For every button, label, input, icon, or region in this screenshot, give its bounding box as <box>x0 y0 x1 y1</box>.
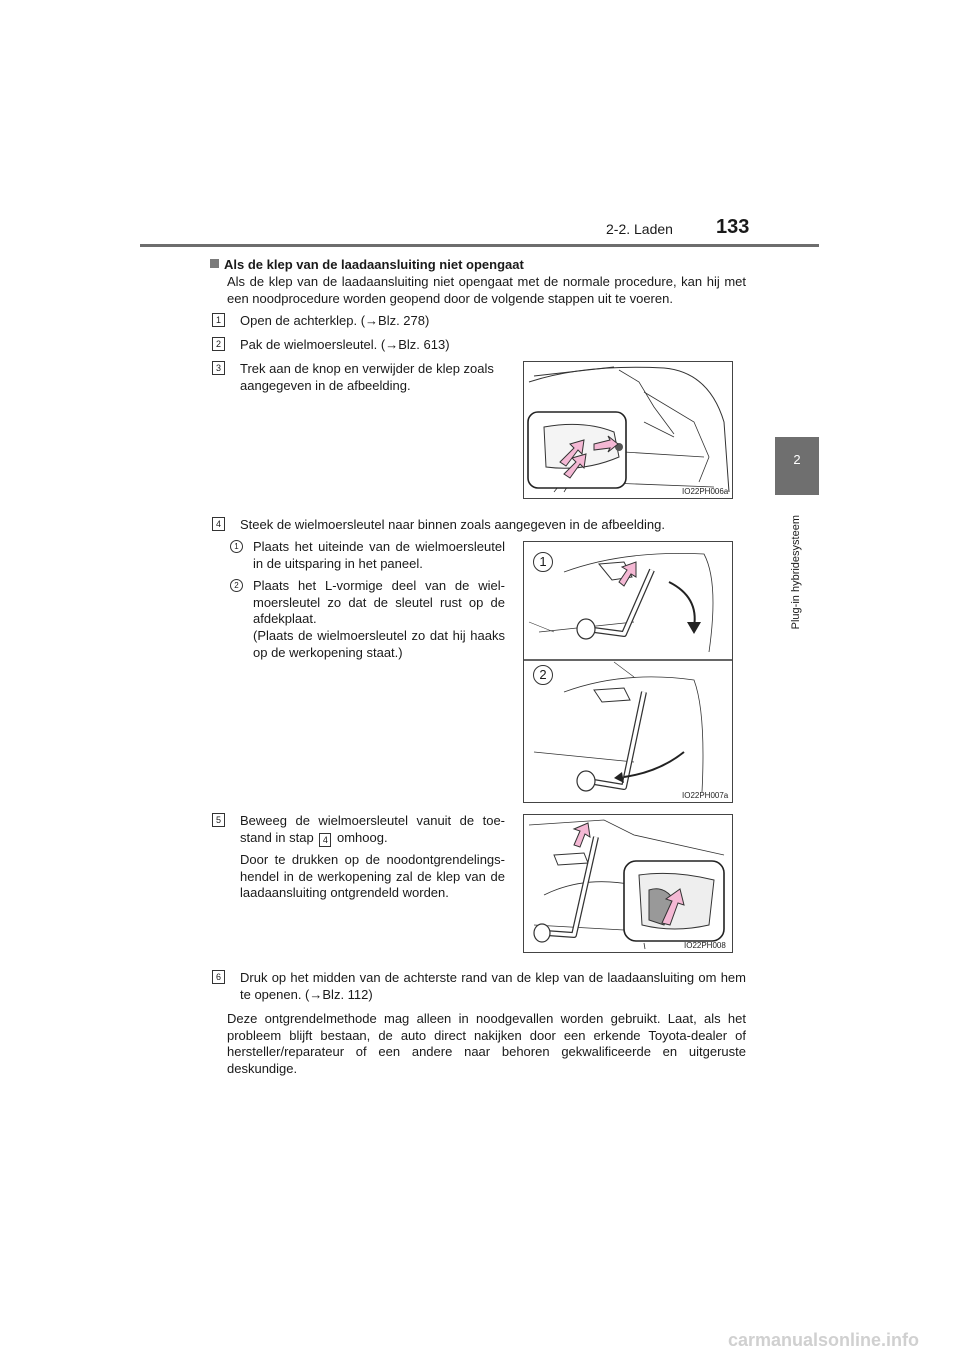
closing-paragraph: Deze ontgrendelmethode mag alleen in noodgevallen worden gebruikt. Laat, als het probleem blijft bestaan, de auto direct nakijken door een erkende Toyota-dealer of hersteller/reparateur of een andere naar behoren gekwalificeerde en uitgeruste deskundige. <box>227 1011 746 1076</box>
step-6-text: Druk op het midden van de achterste rand van de klep van de laadaansluiting om hem te openen. (→Blz. 112) <box>240 970 746 1002</box>
chapter-label: Plug-in hybridesysteem <box>790 515 802 630</box>
figure-label-1: 1 <box>533 552 553 572</box>
step-reference-4: 4 <box>319 833 331 847</box>
substep-1-text: Plaats het uiteinde van de wielmoersleutel in de uitsparing in het paneel. <box>253 539 505 571</box>
step-4-text: Steek de wielmoersleutel naar binnen zoals aangegeven in de afbeelding. <box>240 517 665 532</box>
step-2-text: Pak de wielmoersleutel. (→Blz. 613) <box>240 337 450 352</box>
figure-emergency-release <box>523 814 733 953</box>
intro-paragraph: Als de klep van de laadaansluiting niet opengaat met de normale procedure, kan hij met een noodprocedure worden geopend door de volgende stappen uit te voeren. <box>227 274 746 306</box>
step-number-1: 1 <box>212 313 225 327</box>
chapter-number: 2 <box>793 452 801 467</box>
illustration-release-lever <box>524 815 732 952</box>
header-divider <box>140 244 819 247</box>
illustration-wrench <box>524 542 732 802</box>
step-5-text-before: Beweeg de wielmoersleutel vanuit de toe-stand in stap <box>240 813 505 845</box>
step-5-note: Door te drukken op de noodontgrendelings-hendel in de werkopening zal de klep van de laadaansluiting ontgrendeld worden. <box>240 852 505 900</box>
step-1-text: Open de achterklep. (→Blz. 278) <box>240 313 430 328</box>
step-number-4: 4 <box>212 517 225 531</box>
step-3-text: Trek aan de knop en verwijder de klep zoals aangegeven in de afbeelding. <box>240 361 494 393</box>
substep-2-text: Plaats het L-vormige deel van de wiel-moersleutel zo dat de sleutel rust op de afdekplaat. <box>253 578 505 626</box>
figure-code-1: IO22PH006a <box>682 487 729 496</box>
step-5-text-after: omhoog. <box>336 829 388 845</box>
section-heading-text: Als de klep van de laadaansluiting niet opengaat <box>224 257 524 272</box>
figure-code-3: IO22PH008 <box>684 941 726 950</box>
chapter-tab <box>775 437 819 495</box>
step-number-6: 6 <box>212 970 225 984</box>
figure-wrench-insertion <box>523 541 733 803</box>
figure-charging-lid-cover <box>523 361 733 499</box>
substep-number-1: 1 <box>230 540 243 553</box>
square-bullet-icon <box>210 259 219 268</box>
substep-number-2: 2 <box>230 579 243 592</box>
substep-2-note: (Plaats de wielmoersleutel zo dat hij haaks op de werkopening staat.) <box>253 628 505 660</box>
watermark: carmanualsonline.info <box>728 1330 920 1350</box>
page-number: 133 <box>716 216 750 238</box>
section-heading <box>210 257 524 272</box>
step-5-text <box>240 813 505 847</box>
step-number-5: 5 <box>212 813 225 827</box>
step-number-3: 3 <box>212 361 225 375</box>
step-number-2: 2 <box>212 337 225 351</box>
header-section-title: 2-2. Laden <box>606 221 673 237</box>
figure-label-2: 2 <box>533 665 553 685</box>
illustration-trunk-cover <box>524 362 732 498</box>
figure-code-2: IO22PH007a <box>682 791 729 800</box>
